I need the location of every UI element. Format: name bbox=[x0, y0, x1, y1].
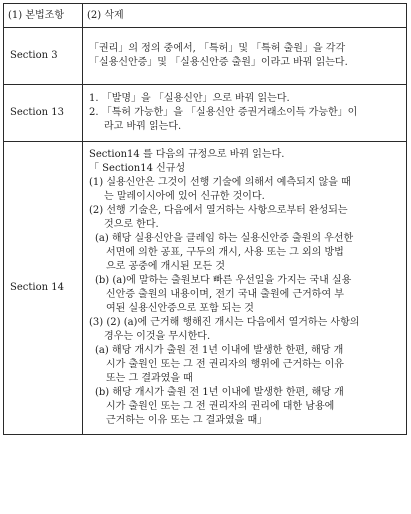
table-row-section-3 bbox=[4, 28, 407, 85]
body-line: Section14 를 다음의 규정으로 바꿔 읽는다. bbox=[89, 149, 285, 160]
body-line: 시가 출원인 또는 그 전 권리자의 행위에 근거하는 이유 bbox=[106, 359, 344, 370]
body-line: 「 Section14 신규성 bbox=[89, 163, 186, 174]
body-line: 1. 「발명」을 「실용신안」으로 바꿔 읽는다. bbox=[89, 93, 290, 104]
body-line: 또는 그 결과였을 때 bbox=[106, 373, 193, 384]
body-line: (1) 실용신안은 그것이 선행 기술에 의해서 예측되지 않을 때 bbox=[89, 177, 351, 188]
body-line: 으로 공중에 개시된 모든 것 bbox=[106, 261, 225, 272]
section-body bbox=[83, 28, 407, 85]
section-label: Section 13 bbox=[4, 85, 83, 142]
body-line: 라고 바꿔 읽는다. bbox=[104, 121, 182, 132]
body-line: (b) (a)에 말하는 출원보다 빠른 우선일을 가지는 국내 실용 bbox=[95, 275, 352, 286]
body-line: (3) (2) (a)에 근거해 행해진 개시는 다음에서 열거하는 사항의 bbox=[89, 317, 360, 328]
section-body bbox=[83, 85, 407, 142]
body-line: 것으로 한다. bbox=[104, 219, 159, 230]
body-line: (a) 해당 개시가 출원 전 1년 이내에 발생한 한편, 해당 개 bbox=[95, 345, 344, 356]
body-line: (2) 선행 기술은, 다음에서 열거하는 사항으로부터 완성되는 bbox=[89, 205, 348, 216]
body-line: 서면에 의한 공표, 구두의 개시, 사용 또는 그 외의 방법 bbox=[106, 247, 344, 258]
body-line: 「실용신안증」및 「실용신안증 출원」이라고 바꿔 읽는다. bbox=[89, 57, 348, 68]
section-label: Section 14 bbox=[4, 142, 83, 435]
table-header-row bbox=[4, 4, 407, 28]
body-line: 시가 출원인 또는 그 전 권리자의 권리에 대한 남용에 bbox=[106, 401, 335, 412]
body-line: 근거하는 이유 또는 그 결과였을 때」 bbox=[106, 415, 268, 426]
body-line: 신안증 출원의 내용이며, 전기 국내 출원에 근거하여 부 bbox=[106, 289, 344, 300]
document bbox=[3, 3, 406, 435]
body-line: 「권리」의 정의 중에서, 「특허」및 「특허 출원」을 각각 bbox=[89, 43, 346, 54]
body-line: (a) 해당 실용신안을 클레임 하는 실용신안증 출원의 우선한 bbox=[95, 233, 354, 244]
body-line: (b) 해당 개시가 출원 전 1년 이내에 발생한 한편, 해당 개 bbox=[95, 387, 344, 398]
header-law-article: (1) 본법조항 bbox=[4, 4, 83, 28]
body-line: 경우는 이것을 무시한다. bbox=[104, 331, 211, 342]
section-body bbox=[83, 142, 407, 435]
header-deletion: (2) 삭제 bbox=[83, 4, 407, 28]
table-row-section-13 bbox=[4, 85, 407, 142]
section-label: Section 3 bbox=[4, 28, 83, 85]
body-line: 2. 「특허 가능한」을 「실용신안 증권거래소이득 가능한」이 bbox=[89, 107, 358, 118]
body-line: 여된 실용신안증으로 포함 되는 것 bbox=[106, 303, 254, 314]
body-line: 는 말레이시아에 있어 신규한 것이다. bbox=[104, 191, 265, 202]
comparison-table bbox=[3, 3, 407, 435]
table-row-section-14 bbox=[4, 142, 407, 435]
